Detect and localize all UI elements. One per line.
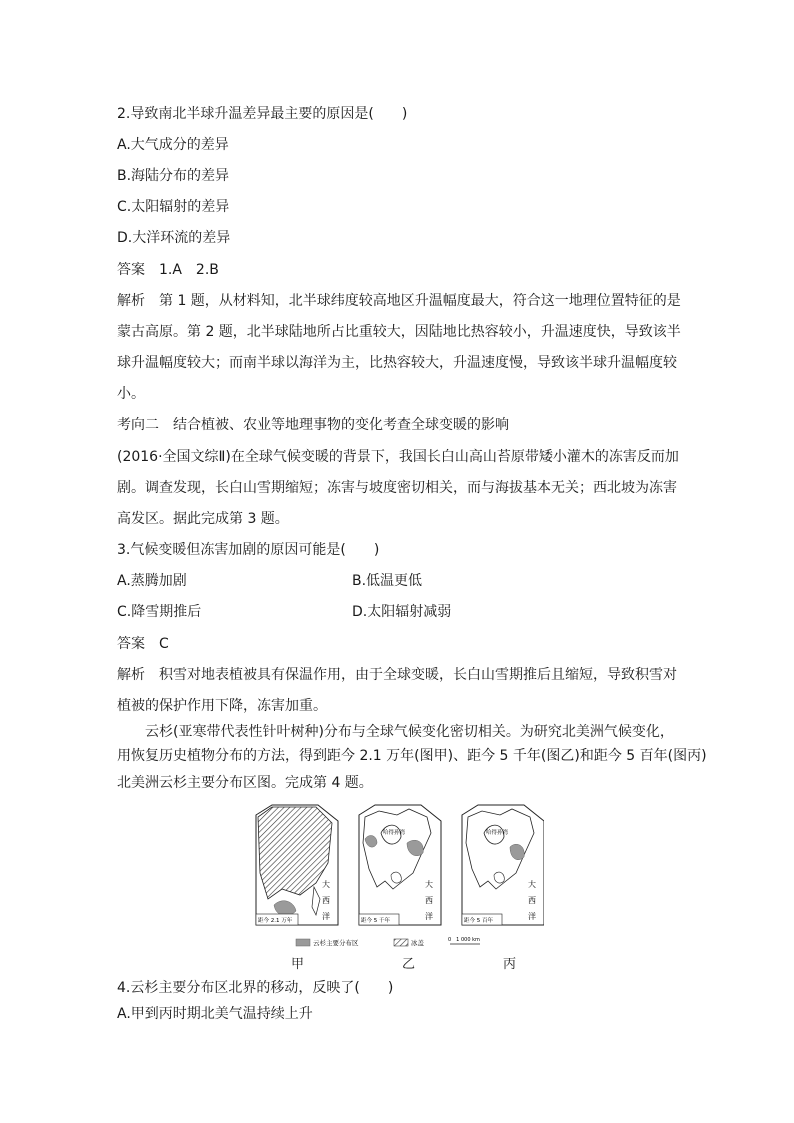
legend-spruce-label: 云杉主要分布区 — [313, 939, 359, 947]
panel-label-bing: 丙 — [503, 957, 517, 972]
ocean-label-yang-2: 洋 — [425, 912, 433, 921]
ocean-label-yang-3: 洋 — [528, 912, 536, 921]
question-3-option-c: C.降雪期推后 — [117, 604, 202, 620]
section-2-title: 考向二 结合植被、农业等地理事物的变化考查全球变暖的影响 — [117, 417, 509, 433]
ocean-label-yang-1: 洋 — [322, 912, 330, 921]
ocean-label-da-1: 大 — [322, 880, 330, 889]
ocean-label-xi-1: 西 — [322, 896, 330, 905]
question-2-stem: 2.导致南北半球升温差异最主要的原因是( ) — [117, 106, 408, 122]
material-4-line-2: 用恢复历史植物分布的方法，得到距今 2.1 万年(图甲)、距今 5 千年(图乙)和距今 5 百年(图丙) — [117, 748, 707, 764]
legend-spruce-swatch — [296, 939, 310, 946]
question-2-option-b: B.海陆分布的差异 — [117, 168, 230, 184]
map-caption-yi: 距今 5 千年 — [361, 918, 390, 924]
ocean-label-da-3: 大 — [528, 880, 536, 889]
answer-1-2: 答案 1.A 2.B — [117, 262, 219, 278]
bay-label-bing: 哈得孙湾 — [486, 830, 509, 836]
analysis-3-line-2: 植被的保护作用下降，冻害加重。 — [117, 698, 327, 714]
map-caption-jia: 距今 2.1 万年 — [258, 918, 293, 924]
question-3-option-d: D.太阳辐射减弱 — [352, 604, 452, 620]
panel-label-yi: 乙 — [402, 957, 416, 972]
map-panel-yi — [359, 805, 441, 925]
analysis-1-line-4: 小。 — [117, 386, 145, 402]
ocean-label-da-2: 大 — [425, 880, 433, 889]
question-3-option-b: B.低温更低 — [352, 573, 423, 589]
ocean-label-xi-3: 西 — [528, 896, 536, 905]
material-4-line-1: 云杉(亚寒带代表性针叶树种)分布与全球气候变化密切相关。为研究北美洲气候变化， — [117, 724, 674, 740]
material-4-line-3: 北美洲云杉主要分布区图。完成第 4 题。 — [117, 775, 373, 791]
question-2-option-c: C.太阳辐射的差异 — [117, 199, 230, 215]
question-2-option-d: D.大洋环流的差异 — [117, 230, 231, 246]
question-4-option-a: A.甲到丙时期北美气温持续上升 — [117, 1006, 313, 1022]
spruce-distribution-maps — [254, 803, 544, 971]
panel-label-jia: 甲 — [291, 957, 305, 972]
question-3-stem: 3.气候变暖但冻害加剧的原因可能是( ) — [117, 542, 380, 558]
scale-label: 0 1 000 km — [448, 937, 480, 943]
map-legend — [296, 937, 480, 947]
analysis-1-line-1: 解析 第 1 题，从材料知，北半球纬度较高地区升温幅度最大，符合这一地理位置特征的是 — [117, 293, 681, 309]
map-panel-bing — [462, 805, 544, 925]
map-panel-jia — [256, 805, 338, 925]
question-4-stem: 4.云杉主要分布区北界的移动，反映了( ) — [117, 980, 394, 996]
analysis-1-line-2: 蒙古高原。第 2 题，北半球陆地所占比重较大，因陆地比热容较小，升温速度快，导致该半 — [117, 324, 681, 340]
question-3-option-a: A.蒸腾加剧 — [117, 573, 187, 589]
legend-ice-label: 冰盖 — [411, 939, 424, 947]
bay-label-yi: 哈得孙湾 — [383, 830, 406, 836]
ocean-label-xi-2: 西 — [425, 896, 433, 905]
question-2-option-a: A.大气成分的差异 — [117, 137, 229, 153]
section-2-material-line-2: 剧。调查发现，长白山雪期缩短；冻害与坡度密切相关，而与海拔基本无关；西北坡为冻害 — [117, 480, 677, 496]
analysis-1-line-3: 球升温幅度较大；而南半球以海洋为主，比热容较大，升温速度慢，导致该半球升温幅度较 — [117, 355, 677, 371]
map-caption-bing: 距今 5 百年 — [464, 918, 493, 924]
section-2-material-line-3: 高发区。据此完成第 3 题。 — [117, 511, 289, 527]
analysis-3-line-1: 解析 积雪对地表植被具有保温作用，由于全球变暖，长白山雪期推后且缩短，导致积雪对 — [117, 667, 677, 683]
legend-ice-swatch — [394, 939, 408, 946]
section-2-material-line-1: (2016·全国文综Ⅱ)在全球气候变暖的背景下，我国长白山高山苔原带矮小灌木的冻害反而加 — [117, 449, 679, 465]
answer-3: 答案 C — [117, 636, 169, 652]
